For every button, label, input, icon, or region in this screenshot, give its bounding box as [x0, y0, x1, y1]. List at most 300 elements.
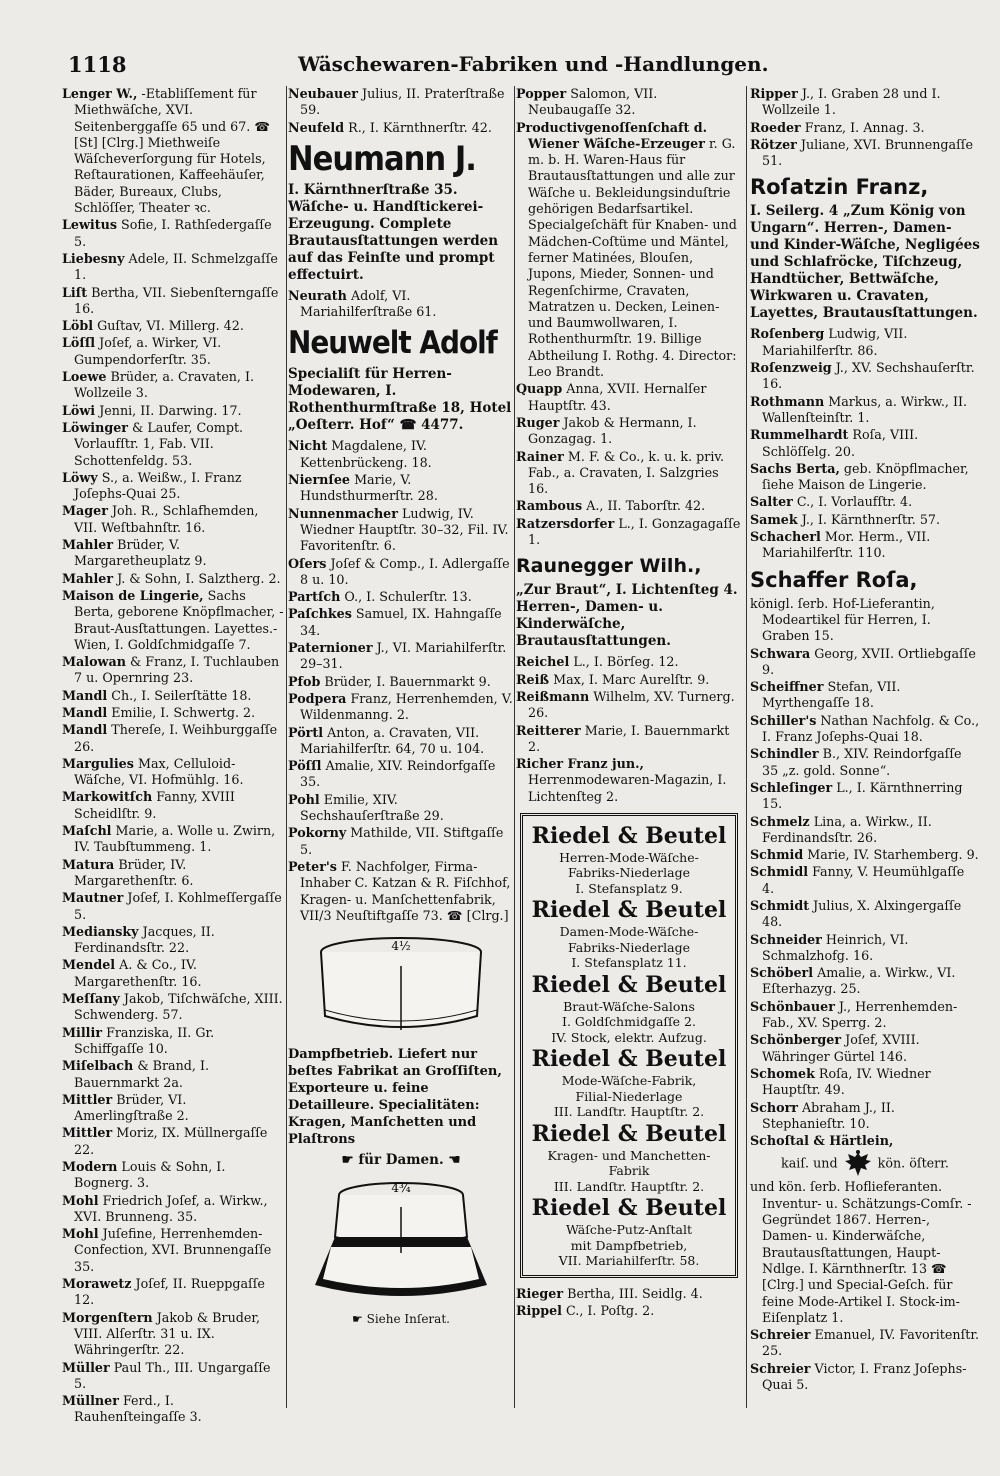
entry-name: Mittler	[62, 1125, 113, 1141]
directory-entry	[750, 1327, 980, 1360]
entry-list	[62, 86, 284, 1426]
entry-details: Marie, V. Hundsthurmerſtr. 28.	[300, 472, 438, 504]
column-4	[750, 86, 980, 1412]
directory-entry	[288, 758, 514, 791]
directory-entry	[62, 1058, 284, 1091]
entry-details: & Brand, I. Bauernmarkt 2a.	[74, 1058, 209, 1090]
entry-details: Adele, II. Schmelzgaſſe 1.	[74, 250, 278, 283]
directory-entry	[62, 537, 284, 570]
entry-name: Samek	[750, 511, 798, 527]
directory-entry	[288, 825, 514, 858]
entry-name: Rieger	[516, 1285, 564, 1301]
entry-details: & Franz, I. Tuchlauben 7 u. Opernring 23.	[74, 654, 280, 686]
entry-name: Loewe	[62, 369, 107, 385]
directory-entry	[750, 780, 980, 813]
entry-details: J., I. Graben 28 und I. Wollzeile 1.	[762, 86, 941, 118]
entry-details: Salomon, VII. Neubaugaſſe 32.	[528, 86, 658, 118]
entry-name: Partſch	[288, 589, 341, 605]
directory-entry	[62, 285, 284, 318]
directory-entry	[62, 1310, 284, 1359]
directory-entry	[288, 472, 514, 505]
entry-name: Schomek	[750, 1065, 815, 1081]
entry-details: Sachs Berta, geborene Knöpflmacher, -Braut-Ausſtattungen. Layettes.- Wien, I. Goldſchmidgaſſe 7.	[74, 587, 284, 652]
entry-details: Emilie, XIV. Sechshauſerſtraße 29.	[300, 791, 444, 824]
entry-name: Salter	[750, 494, 793, 510]
entry-details: Anna, XVII. Hernalſer Hauptſtr. 43.	[528, 381, 707, 413]
directory-entry	[750, 713, 980, 746]
directory-entry	[516, 723, 742, 756]
entry-name: Mendel	[62, 957, 116, 973]
entry-details: Herrenmodewaren-Magazin, I. Lichtenſteg 2.	[528, 772, 727, 804]
ad-neumann-title: Neumann J.	[288, 138, 476, 179]
directory-entry	[288, 674, 514, 690]
entry-details: Markus, a. Wirkw., II. Wallenſteinſtr. 1.	[762, 393, 968, 425]
column-2	[288, 86, 514, 1412]
directory-entry	[750, 86, 980, 119]
directory-entry	[62, 1025, 284, 1058]
entry-name: Liſt	[62, 284, 88, 300]
directory-entry	[62, 588, 284, 653]
riedel-beutel-ad-box	[520, 813, 738, 1278]
entry-details: Abraham J., II. Stephanieſtr. 10.	[762, 1099, 895, 1131]
directory-entry	[750, 120, 980, 136]
entry-name: Mittler	[62, 1091, 113, 1107]
entry-details: Ferd., I. Rauhenſteingaſſe 3.	[74, 1393, 202, 1425]
collar-size-label: 4½	[391, 939, 411, 954]
entry-details: -Etabliſſement für Miethwäſche, XVI. Seitenberggaſſe 65 und 67. ☎ [St] [Clrg.] Miethweiſe Wäſcheverſorgung für Hotels, Reſtaurationen, Kaffeehäuſer, Bäder, Bureaux, Clubs, Schlöſſer, Theater ꝛc.	[74, 86, 271, 216]
riedel-beutel-title: Riedel & Beutel	[531, 822, 727, 849]
schostal-ad	[750, 1133, 980, 1326]
directory-entry	[62, 823, 284, 856]
entry-list	[750, 646, 980, 1133]
directory-entry	[750, 932, 980, 965]
entry-details: Sofie, I. Rathſedergaſſe 5.	[74, 217, 272, 249]
entry-details: Paul Th., III. Ungargaſſe 5.	[74, 1359, 271, 1391]
entry-name: Pfob	[288, 673, 321, 689]
column-rule	[514, 86, 515, 1408]
entry-list	[516, 86, 742, 548]
entry-details: Juſefine, Herrenhemden-Confection, XVI. Brunnengaſſe 35.	[74, 1226, 272, 1274]
entry-name: Oſers	[288, 555, 327, 571]
entry-details: Lina, a. Wirkw., II. Ferdinandsſtr. 26.	[762, 813, 932, 845]
directory-entry	[750, 326, 980, 359]
riedel-beutel-line: III. Landſtr. Hauptſtr. 2.	[553, 1104, 705, 1120]
directory-entry	[516, 415, 742, 448]
entry-details: Ludwig, VII. Mariahilferſtr. 86.	[762, 326, 908, 358]
directory-entry	[62, 470, 284, 503]
entry-details: Joſef, XVIII. Währinger Gürtel 146.	[762, 1032, 920, 1064]
entry-list	[750, 86, 980, 169]
entry-name: Quapp	[516, 381, 563, 397]
entry-details: Joſef & Comp., I. Adlergaſſe 8 u. 10.	[300, 555, 510, 587]
directory-entry	[516, 1286, 742, 1302]
riedel-beutel-title: Riedel & Beutel	[531, 1195, 727, 1222]
entry-details: L., I. Kärnthnerring 15.	[762, 779, 963, 812]
entry-name: Schreier	[750, 1360, 811, 1376]
riedel-beutel-line: Filial-Niederlage	[575, 1088, 683, 1104]
entry-name: Schindler	[750, 746, 819, 762]
riedel-beutel-list	[529, 822, 729, 1269]
entry-details: Friedrich Joſef, a. Wirkw., XVI. Brunneng. 35.	[74, 1192, 268, 1224]
riedel-beutel-line: Damen-Mode-Wäſche-	[559, 924, 699, 940]
entry-details: M. F. & Co., k. u. k. priv. Fab., a. Cravaten, I. Salzgries 16.	[528, 448, 725, 497]
riedel-beutel-line: Fabriks-Niederlage	[567, 865, 691, 881]
entry-details: Victor, I. Franz Joſephs-Quai 5.	[762, 1360, 967, 1392]
riedel-beutel-line: Kragen- und Manchetten-	[547, 1147, 711, 1163]
directory-entry	[288, 288, 514, 321]
entry-name: Mautner	[62, 890, 124, 906]
entry-name: Neufeld	[288, 119, 345, 135]
entry-name: Richer Franz jun.,	[516, 756, 644, 772]
directory-entry	[62, 1092, 284, 1125]
directory-entry	[62, 571, 284, 587]
entry-name: Schöberl	[750, 965, 814, 981]
entry-details: L., I. Börſeg. 12.	[573, 654, 679, 670]
entry-details: Franz, I. Annag. 3.	[804, 119, 925, 135]
entry-name: Mohl	[62, 1226, 99, 1242]
entry-details: Georg, XVII. Ortliebgaſſe 9.	[762, 645, 976, 677]
entry-list	[288, 288, 514, 321]
entry-name: Schleſinger	[750, 779, 833, 795]
entry-name: Schönbauer	[750, 998, 835, 1014]
entry-details: F. Nachfolger, Firma-Inhaber C. Katzan & R. Fiſchhof, Kragen- u. Manſchettenfabrik, VII/3 Neuſtiftgaſſe 73. ☎ [Clrg.]	[300, 858, 511, 923]
entry-list	[288, 86, 514, 136]
entry-name: Mahler	[62, 537, 114, 553]
entry-name: Schneider	[750, 931, 822, 947]
entry-details: Amalie, a. Wirkw., VI. Eſterhazyg. 25.	[762, 965, 956, 997]
directory-entry	[62, 1159, 284, 1192]
page-header	[68, 52, 970, 84]
directory-entry	[62, 1125, 284, 1158]
entry-details: Fanny, XVIII Scheidlſtr. 9.	[74, 789, 235, 821]
entry-name: Popper	[516, 86, 567, 101]
entry-name: Schorr	[750, 1099, 798, 1115]
entry-name: Schmidl	[750, 864, 809, 880]
riedel-beutel-line: I. Stefansplatz 9.	[575, 880, 683, 896]
entry-details: geb. Knöpflmacher, ſiehe Maison de Lingerie.	[762, 460, 969, 493]
directory-entry	[516, 86, 742, 119]
entry-details: L., I. Gonzagagaſſe 1.	[528, 515, 741, 548]
entry-name: Mandl	[62, 722, 108, 738]
ad-schaffer-title: Schaffer Roſa,	[750, 567, 918, 592]
entry-name: Rainer	[516, 448, 564, 464]
entry-details: Brüder, VI. Amerlingſtraße 2.	[74, 1091, 189, 1124]
directory-entry	[62, 335, 284, 368]
running-title: Wäschewaren-Fabriken und -Handlungen.	[298, 52, 769, 76]
entry-details: Julius, X. Alxingergaſſe 48.	[762, 897, 962, 930]
schostal-emblem-line: kaiſ. und kön. öſterr.	[762, 1149, 980, 1179]
entry-details: Franz, Herrenhemden, V. Wildenmanng. 2.	[300, 690, 513, 723]
hand-pointer-icon: ☛	[341, 1152, 359, 1169]
entry-details: B., XIV. Reindorfgaſſe 35 „z. gold. Sonne“.	[762, 746, 962, 778]
entry-details: Max, I. Marc Aurelſtr. 9.	[553, 671, 710, 687]
entry-details: Joſef, II. Rueppgaſſe 12.	[74, 1276, 265, 1308]
column-3	[516, 86, 742, 1412]
entry-name: Pohl	[288, 791, 320, 807]
riedel-beutel-line: I. Goldſchmidgaſſe 2.	[562, 1014, 696, 1030]
entry-details: Anton, a. Cravaten, VII. Mariahilferſtr. 64, 70 u. 104.	[300, 724, 485, 756]
riedel-beutel-line: VII. Mariahilferſtr. 58.	[558, 1253, 700, 1269]
directory-entry	[62, 1276, 284, 1309]
directory-entry	[288, 86, 514, 119]
riedel-beutel-line: III. Landſtr. Hauptſtr. 2.	[553, 1178, 705, 1194]
directory-entry	[750, 1032, 980, 1065]
directory-entry	[750, 360, 980, 393]
entry-name: Löbl	[62, 318, 94, 334]
directory-entry	[516, 689, 742, 722]
entry-details: Julius, II. Praterſtraße 59.	[300, 86, 505, 118]
entry-details: Jenni, II. Darwing. 17.	[99, 402, 242, 418]
entry-details: Joſef, a. Wirker, VI. Gumpendorferſtr. 35.	[74, 335, 222, 367]
entry-list	[750, 326, 980, 561]
column-1	[62, 86, 284, 1425]
directory-entry	[750, 864, 980, 897]
directory-entry	[62, 1226, 284, 1275]
entry-name: Reißmann	[516, 688, 590, 704]
entry-details: Bertha, VII. Siebenſterngaſſe 16.	[74, 284, 279, 316]
directory-entry	[288, 725, 514, 758]
entry-list	[288, 438, 514, 924]
entry-name: Löwinger	[62, 419, 128, 435]
entry-details: R., I. Kärnthnerſtr. 42.	[348, 119, 492, 135]
entry-details: Marie, I. Bauernmarkt 2.	[528, 722, 730, 754]
entry-details: Louis & Sohn, I. Bognerg. 3.	[74, 1159, 226, 1191]
riedel-beutel-line: Wäſche-Putz-Anſtalt	[565, 1222, 692, 1238]
entry-name: Maison de Lingerie,	[62, 587, 204, 603]
entry-details: Brüder, IV. Margarethenſtr. 6.	[74, 856, 194, 888]
entry-name: Lenger W.,	[62, 86, 138, 101]
entry-name: Schacherl	[750, 529, 821, 545]
directory-entry	[62, 654, 284, 687]
entry-name: Millir	[62, 1024, 103, 1040]
steam-factory-text: Dampfbetrieb. Liefert nur beſtes Fabrikat an Groſſiſten, Exporteure u. feine Detailleure. Specialitäten: Kragen, Manſchetten und Plaſtrons	[288, 1047, 502, 1148]
directory-entry	[288, 792, 514, 825]
entry-details: J., VI. Mariahilferſtr. 29–31.	[300, 640, 507, 672]
entry-details: Ch., I. Seilerſtätte 18.	[111, 687, 252, 703]
directory-entry	[62, 217, 284, 250]
entry-name: Reichel	[516, 654, 570, 670]
entry-details: Guſtav, VI. Millerg. 42.	[97, 318, 244, 334]
hand-pointer-icon: ☛	[352, 1312, 367, 1327]
entry-details: Joh. R., Schlafhemden, VII. Weſtbahnſtr. 16.	[74, 503, 259, 535]
directory-entry	[750, 646, 980, 679]
entry-details: A. & Co., IV. Margarethenſtr. 16.	[74, 957, 202, 989]
entry-details: Jakob & Hermann, I. Gonzagag. 1.	[528, 414, 697, 447]
entry-details: Marie, a. Wolle u. Zwirn, IV. Taubſtummeng. 1.	[74, 823, 276, 855]
entry-name: Miſelbach	[62, 1058, 134, 1074]
entry-details: Samuel, IX. Hahngaſſe 34.	[300, 606, 502, 638]
directory-entry	[62, 890, 284, 923]
entry-name: Roeder	[750, 119, 801, 135]
directory-entry	[750, 1361, 980, 1394]
entry-name: Podpera	[288, 690, 347, 706]
entry-details: Wilhelm, XV. Turnerg. 26.	[528, 688, 735, 721]
entry-details: J. & Sohn, I. Salztherg. 2.	[117, 570, 281, 586]
collar-illustration	[301, 930, 501, 1040]
entry-name: Matura	[62, 856, 115, 872]
entry-name: Pokorny	[288, 825, 347, 841]
riedel-beutel-line: I. Stefansplatz 11.	[571, 955, 687, 971]
entry-name: Peter's	[288, 858, 337, 874]
directory-entry	[62, 957, 284, 990]
directory-entry	[62, 369, 284, 402]
entry-details: Brüder, I. Bauernmarkt 9.	[324, 673, 491, 689]
riedel-beutel-line: Herren-Mode-Wäſche-	[559, 849, 699, 865]
directory-entry	[750, 529, 980, 562]
directory-entry	[62, 756, 284, 789]
directory-entry	[288, 640, 514, 673]
riedel-beutel-line: Mode-Wäſche-Fabrik,	[561, 1073, 697, 1089]
ad-raunegger-title: Raunegger Wilh.,	[516, 555, 702, 578]
entry-name: Morgenſtern	[62, 1309, 153, 1325]
entry-details: & Laufer, Compt. Vorlaufſtr. 1, Fab. VII. Schottenfeldg. 53.	[74, 419, 244, 468]
ad-neuwelt-title: Neuwelt Adolf	[288, 325, 497, 362]
entry-name: Productivgenoſſenſchaft d. Wiener Wäſche-Erzeuger	[516, 119, 708, 151]
directory-entry	[516, 516, 742, 549]
column-rule	[286, 86, 287, 1408]
ad-raunegger-body: „Zur Braut“, I. Lichtenſteg 4. Herren-, Damen- u. Kinderwäſche, Brautausſtattungen.	[516, 582, 738, 650]
entry-details: J., I. Kärnthnerſtr. 57.	[801, 511, 940, 527]
directory-entry	[62, 1393, 284, 1426]
entry-name: Lewitus	[62, 217, 117, 233]
entry-name: Mandl	[62, 704, 108, 720]
entry-name: Rothmann	[750, 393, 825, 409]
riedel-beutel-line: mit Dampfbetrieb,	[570, 1237, 688, 1253]
entry-name: Löwi	[62, 402, 96, 418]
page-number: 1118	[68, 52, 127, 77]
entry-name: Mager	[62, 503, 108, 519]
entry-name: Sachs Berta,	[750, 460, 840, 476]
riedel-beutel-line: Fabrik	[608, 1163, 650, 1179]
entry-name: Ripper	[750, 86, 798, 101]
entry-details: Emilie, I. Schwertg. 2.	[111, 704, 256, 720]
entry-details: Mor. Herm., VII. Mariahilferſtr. 110.	[762, 529, 931, 561]
entry-details: Bertha, III. Seidlg. 4.	[567, 1285, 703, 1301]
directory-entry	[516, 120, 742, 381]
directory-entry	[62, 688, 284, 704]
entry-name: Mohl	[62, 1192, 99, 1208]
directory-entry	[750, 461, 980, 494]
riedel-beutel-title: Riedel & Beutel	[531, 1046, 727, 1073]
directory-entry	[62, 991, 284, 1024]
directory-entry	[288, 859, 514, 924]
ad-rosatzin-title: Roſatzin Franz,	[750, 175, 929, 200]
entry-name: Roſenberg	[750, 326, 825, 342]
riedel-beutel-title: Riedel & Beutel	[531, 1120, 727, 1147]
entry-details: Juliane, XVI. Brunnengaſſe 51.	[762, 136, 974, 169]
entry-name: Mahler	[62, 570, 114, 586]
directory-entry	[750, 512, 980, 528]
entry-details: Roſa, IV. Wiedner Hauptſtr. 49.	[762, 1065, 931, 1098]
entry-name: Roſenzweig	[750, 360, 832, 376]
entry-name: Paſchkes	[288, 606, 352, 622]
entry-name: Niernſee	[288, 472, 351, 488]
directory-entry	[62, 420, 284, 469]
directory-entry	[62, 318, 284, 334]
riedel-beutel-title: Riedel & Beutel	[531, 971, 727, 998]
entry-name: Schmelz	[750, 813, 810, 829]
entry-details: Mathilde, VII. Stiftgaſſe 5.	[300, 825, 504, 857]
directory-entry	[62, 857, 284, 890]
entry-details: A., II. Taborſtr. 42.	[586, 498, 706, 514]
directory-entry	[288, 120, 514, 136]
entry-name: Modern	[62, 1159, 118, 1174]
directory-entry	[62, 503, 284, 536]
directory-entry	[750, 679, 980, 712]
entry-name: Schwara	[750, 645, 811, 661]
entry-details: Stefan, VII. Myrthengaſſe 18.	[762, 679, 901, 711]
directory-entry	[750, 1066, 980, 1099]
directory-entry	[750, 494, 980, 510]
directory-entry	[516, 449, 742, 498]
entry-details: J., XV. Sechshauſerſtr. 16.	[762, 360, 975, 392]
directory-entry	[516, 756, 742, 805]
ad-rosatzin-body: I. Seilerg. 4 „Zum König von Ungarn“. Herren-, Damen- und Kinder-Wäſche, Negligées und Schlafröcke, Tiſchzeug, Handtücher, Bettwäſche, Wirkwaren u. Cravaten, Layettes, Brautausſtattungen.	[750, 203, 980, 322]
entry-name: Nicht	[288, 438, 328, 454]
directory-entry	[62, 722, 284, 755]
directory-entry	[62, 705, 284, 721]
entry-name: Neurath	[288, 287, 347, 303]
directory-entry	[288, 606, 514, 639]
directory-entry	[516, 498, 742, 514]
entry-name: Nunnenmacher	[288, 505, 398, 521]
entry-details: Fanny, V. Heumühlgaſſe 4.	[762, 864, 965, 896]
entry-name: Löſſl	[62, 335, 96, 351]
entry-name: Meſſany	[62, 991, 120, 1007]
directory-entry	[62, 1360, 284, 1393]
directory-entry	[750, 814, 980, 847]
schostal-body: und kön. ſerb. Hoflieferanten. Inventur- u. Schätzungs-Comſr. -Gegründet 1867. Herren-, Damen- u. Kinderwäſche, Brautausſtattungen, Haupt-Ndlge. I. Kärnthnerſtr. 13 ☎ [Clrg.] und Special-Geſch. für feine Mode-Artikel I. Stock-im-Eiſenplatz 1.	[750, 1179, 972, 1325]
entry-name: Maſchl	[62, 823, 112, 839]
entry-list	[750, 1327, 980, 1393]
directory-entry	[750, 137, 980, 170]
directory-entry	[288, 438, 514, 471]
directory-entry	[750, 427, 980, 460]
directory-entry	[750, 746, 980, 779]
entry-name: Rötzer	[750, 136, 797, 152]
directory-entry	[750, 847, 980, 863]
directory-entry	[516, 672, 742, 688]
entry-name: Morawetz	[62, 1276, 132, 1292]
entry-details: Heinrich, VI. Schmalzhofg. 16.	[762, 931, 909, 963]
entry-name: Ratzersdorfer	[516, 515, 615, 531]
entry-details: S., a. Weißw., I. Franz Joſephs-Quai 25.	[74, 469, 242, 502]
riedel-beutel-line: IV. Stock, elektr. Aufzug.	[551, 1029, 707, 1045]
entry-details: C., I. Vorlaufſtr. 4.	[796, 494, 913, 510]
entry-details: Jakob & Bruder, VIII. Alſerſtr. 31 u. IX. Währingerſtr. 22.	[74, 1309, 261, 1358]
entry-name: Paternioner	[288, 640, 373, 656]
directory-entry	[516, 381, 742, 414]
riedel-beutel-line: Fabriks-Niederlage	[567, 939, 691, 955]
entry-details: r. G. m. b. H. Waren-Haus für Brautausſtattungen und alle zur Wäſche u. Bekleidungsinduſtrie gehörigen Bedarfsartikel. Specialgeſchäft für Knaben- und Mädchen-Coſtüme und Mäntel, ferner Matinées, Blouſen, Jupons, Mieder, Sonnen- und Regenſchirme, Cravaten, Matratzen u. Decken, Leinen- und Baumwollwaren, I. Rothenthurmſtr. 19. Billige Abtheilung I. Rothg. 4. Director: Leo Brandt.	[528, 135, 737, 380]
schostal-name: Schoſtal & Härtlein,	[750, 1133, 894, 1149]
directory-entry	[516, 1303, 742, 1319]
entry-name: Löwy	[62, 469, 98, 485]
entry-details: Moriz, IX. Müllnergaſſe 22.	[74, 1125, 268, 1157]
entry-details: Amalie, XIV. Reindorfgaſſe 35.	[300, 758, 496, 790]
entry-list	[516, 654, 742, 805]
entry-details: Thereſe, I. Weihburggaſſe 26.	[74, 722, 278, 754]
directory-entry	[62, 924, 284, 957]
entry-details: O., I. Schulerſtr. 13.	[344, 589, 472, 605]
directory-entry	[750, 898, 980, 931]
entry-name: Scheiffner	[750, 679, 824, 695]
ad-neuwelt-body: Specialiſt für Herren-Modewaren, I. Rothenthurmſtraße 18, Hotel „Oeſterr. Hof“ ☎ 4477.	[288, 366, 512, 434]
entry-name: Pörtl	[288, 724, 324, 740]
double-eagle-icon	[842, 1149, 874, 1179]
entry-details: Joſef, I. Kohlmeſſergaſſe 5.	[74, 890, 282, 922]
entry-name: Margulies	[62, 755, 134, 771]
